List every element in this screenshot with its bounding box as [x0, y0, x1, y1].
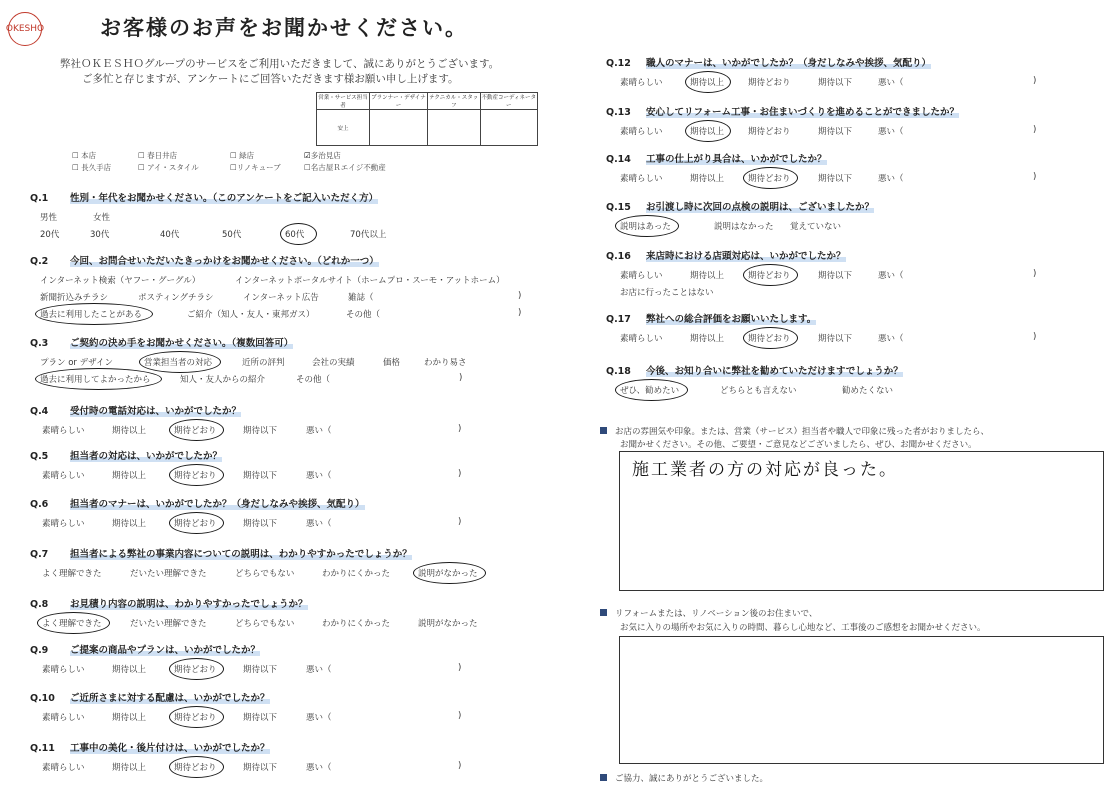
answer-option[interactable]: 素晴らしい — [42, 763, 85, 773]
store-checkbox[interactable]: ☐ 春日井店 — [138, 151, 178, 160]
handwritten-circle-mark — [169, 756, 224, 778]
answer-option[interactable]: 雑誌（ — [348, 293, 374, 303]
answer-option[interactable]: 期待どおり — [748, 174, 791, 184]
answer-option[interactable]: 40代 — [160, 230, 180, 240]
question-16 — [606, 248, 846, 262]
store-checkbox[interactable]: ☐リノキューブ — [230, 163, 281, 172]
question-number: Q.4 — [30, 406, 49, 417]
answer-option[interactable]: 期待どおり — [174, 519, 217, 529]
answer-option[interactable]: よく理解できた — [42, 619, 102, 629]
question-number: Q.11 — [30, 743, 55, 754]
paren-close: ) — [518, 291, 522, 301]
staff-header: 不動産コーディネーター — [480, 93, 537, 110]
question-number: Q.18 — [606, 366, 631, 377]
handwritten-circle-mark — [35, 368, 162, 390]
answer-option[interactable]: 期待以上 — [112, 665, 147, 675]
answer-option[interactable]: わかりにくかった — [322, 569, 391, 579]
answer-option[interactable]: 近所の評判 — [242, 358, 285, 368]
question-9 — [30, 642, 260, 656]
answer-option[interactable]: 期待以下 — [818, 174, 853, 184]
paren-close: ) — [459, 373, 463, 383]
paren-close: ) — [1033, 76, 1037, 86]
answer-option[interactable]: インターネットポータルサイト（ホームプロ・スーモ・アットホーム） — [235, 276, 505, 286]
answer-option[interactable]: お店に行ったことはない — [620, 288, 714, 298]
store-checkbox[interactable]: ☐ アイ・スタイル — [138, 163, 199, 172]
answer-option[interactable]: 価格 — [383, 358, 401, 368]
question-number: Q.7 — [30, 549, 49, 560]
question-number: Q.5 — [30, 451, 49, 462]
answer-option[interactable]: 悪い（ — [306, 426, 332, 436]
question-text: 工事中の美化・後片付けは、いかがでしたか？ — [70, 743, 270, 754]
answer-option[interactable]: 期待どおり — [748, 334, 791, 344]
answer-option[interactable]: 新聞折込みチラシ — [40, 293, 109, 303]
staff-header: 営業・サービス担当者 — [317, 93, 370, 110]
question-number: Q.15 — [606, 202, 631, 213]
answer-option[interactable]: 期待以下 — [818, 271, 853, 281]
answer-option[interactable]: 悪い（ — [878, 271, 904, 281]
company-seal: OKESHO — [8, 12, 42, 46]
answer-option[interactable]: 素晴らしい — [620, 127, 663, 137]
question-1 — [30, 190, 378, 204]
answer-option[interactable]: どちらでもない — [235, 569, 295, 579]
question-text: 今回、お問合せいただいたきっかけをお聞かせください。（どれか一つ） — [70, 256, 379, 267]
question-text: 今後、お知り合いに弊社を勧めていただけますでしょうか？ — [646, 366, 903, 377]
handwritten-circle-mark — [685, 71, 731, 93]
question-8 — [30, 596, 308, 610]
answer-option[interactable]: 期待どおり — [174, 713, 217, 723]
handwritten-circle-mark — [685, 120, 731, 142]
question-text: 担当者による弊社の事業内容についての説明は、わかりやすかったでしょうか？ — [70, 549, 412, 560]
answer-option[interactable]: 期待以上 — [112, 713, 147, 723]
question-number: Q.12 — [606, 58, 631, 69]
answer-option[interactable]: 期待以下 — [243, 763, 278, 773]
answer-option[interactable]: 悪い（ — [878, 174, 904, 184]
question-10 — [30, 690, 270, 704]
answer-option[interactable]: わかりにくかった — [322, 619, 391, 629]
question-text: 来店時における店頭対応は、いかがでしたか？ — [646, 251, 846, 262]
answer-option[interactable]: 説明はあった — [620, 222, 671, 232]
question-number: Q.6 — [30, 499, 49, 510]
answer-option[interactable]: プラン or デザイン — [40, 358, 114, 368]
answer-option[interactable]: 期待どおり — [748, 127, 791, 137]
comment-prompt-2b: お気に入りの場所やお気に入りの時間、暮らし心地など、工事後のご感想をお聞かせください。 — [620, 623, 986, 633]
question-3 — [30, 335, 293, 349]
handwritten-circle-mark — [280, 223, 317, 245]
comment-prompt-2: リフォームまたは、リノベーション後のお住まいで、 — [600, 607, 817, 619]
handwritten-circle-mark — [169, 658, 224, 680]
store-checkbox[interactable]: ☐名古屋Ｒエイジ不動産 — [304, 163, 386, 172]
paren-close: ) — [1033, 269, 1037, 279]
comment-answer-1: 施工業者の方の対応が良った。 — [632, 460, 898, 480]
paren-close: ) — [458, 469, 462, 479]
answer-option[interactable]: 悪い（ — [878, 334, 904, 344]
answer-option[interactable]: 説明がなかった — [418, 569, 478, 579]
answer-option[interactable]: 期待以上 — [112, 471, 147, 481]
store-checkbox[interactable]: ☐ 長久手店 — [72, 163, 112, 172]
answer-option[interactable]: 悪い（ — [306, 471, 332, 481]
answer-option[interactable]: 期待どおり — [174, 665, 217, 675]
answer-option[interactable]: 素晴らしい — [620, 78, 663, 88]
question-6 — [30, 496, 365, 510]
answer-option[interactable]: 覚えていない — [790, 222, 842, 232]
question-2 — [30, 253, 379, 267]
answer-option[interactable]: 期待どおり — [174, 763, 217, 773]
handwritten-circle-mark — [169, 464, 224, 486]
paren-close: ) — [458, 761, 462, 771]
answer-option[interactable]: 素晴らしい — [620, 174, 663, 184]
bullet-square-icon — [600, 774, 607, 781]
answer-option[interactable]: 会社の実績 — [312, 358, 355, 368]
answer-option[interactable]: 悪い（ — [306, 665, 332, 675]
store-checkbox[interactable]: ☐ 緑店 — [230, 151, 255, 160]
question-15 — [606, 199, 874, 213]
question-11 — [30, 740, 270, 754]
answer-option[interactable]: 素晴らしい — [42, 519, 85, 529]
comment-prompt-1b: お聞かせください。その他、ご要望・ご意見などございましたら、ぜひ、お聞かせください。 — [620, 440, 977, 450]
answer-option[interactable]: 期待以下 — [818, 78, 853, 88]
answer-option[interactable]: 期待以下 — [243, 713, 278, 723]
question-text: 担当者の対応は、いかがでしたか？ — [70, 451, 223, 462]
answer-option[interactable]: どちらでもない — [235, 619, 295, 629]
answer-option[interactable]: その他（ — [296, 375, 331, 385]
answer-option[interactable]: 説明はなかった — [714, 222, 774, 232]
answer-option[interactable]: ぜひ、勧めたい — [620, 386, 680, 396]
handwritten-circle-mark — [615, 379, 688, 401]
handwritten-circle-mark — [743, 264, 798, 286]
answer-option[interactable]: 期待どおり — [748, 271, 791, 281]
answer-option[interactable]: 期待どおり — [174, 471, 217, 481]
answer-option[interactable]: 期待以下 — [243, 519, 278, 529]
answer-option[interactable]: 悪い（ — [306, 519, 332, 529]
intro-line-1: 弊社ＯＫＥＳＨＯグループのサービスをご利用いただきまして、誠にありがとうございます。 — [60, 58, 500, 70]
question-7 — [30, 546, 412, 560]
page-title: お客様のお声をお聞かせください。 — [100, 16, 468, 40]
question-text: ご近所さまに対する配慮は、いかがでしたか？ — [70, 693, 270, 704]
answer-option[interactable]: よく理解できた — [42, 569, 102, 579]
answer-option[interactable]: 期待以下 — [243, 426, 278, 436]
paren-close: ) — [458, 711, 462, 721]
answer-option[interactable]: インターネット検索（ヤフー・グーグル） — [40, 276, 201, 286]
question-text: お引渡し時に次回の点検の説明は、ございましたか？ — [646, 202, 875, 213]
answer-option[interactable]: 悪い（ — [306, 713, 332, 723]
answer-option[interactable]: 営業担当者の対応 — [144, 358, 213, 368]
answer-option[interactable]: どちらとも言えない — [720, 386, 797, 396]
answer-option[interactable]: だいたい理解できた — [130, 569, 207, 579]
question-text: ご提案の商品やプランは、いかがでしたか？ — [70, 645, 261, 656]
question-number: Q.14 — [606, 154, 631, 165]
handwritten-circle-mark — [743, 327, 798, 349]
answer-option[interactable]: 素晴らしい — [42, 713, 85, 723]
handwritten-circle-mark — [169, 419, 224, 441]
question-number: Q.8 — [30, 599, 49, 610]
question-12 — [606, 55, 931, 69]
store-checkbox[interactable]: ☐ 本店 — [72, 151, 97, 160]
question-number: Q.10 — [30, 693, 55, 704]
answer-option[interactable]: 素晴らしい — [42, 426, 85, 436]
answer-option[interactable]: 素晴らしい — [620, 334, 663, 344]
question-text: 受付時の電話対応は、いかがでしたか？ — [70, 406, 242, 417]
answer-option[interactable]: 過去に利用してよかったから — [40, 375, 151, 385]
thanks-footer: ご協力、誠にありがとうございました。 — [600, 772, 768, 784]
answer-option[interactable]: 知人・友人からの紹介 — [180, 375, 266, 385]
question-number: Q.3 — [30, 338, 49, 349]
answer-option[interactable]: 50代 — [222, 230, 242, 240]
intro-line-2: ご多忙と存じますが、アンケートにご回答いただきます様お願い申し上げます。 — [82, 73, 459, 85]
answer-option[interactable]: 素晴らしい — [620, 271, 663, 281]
answer-option[interactable]: 期待以上 — [690, 174, 725, 184]
handwritten-circle-mark — [743, 167, 798, 189]
answer-option[interactable]: わかり易さ — [424, 358, 467, 368]
answer-option[interactable]: 期待以上 — [112, 763, 147, 773]
paren-close: ) — [518, 308, 522, 318]
answer-option[interactable]: その他（ — [346, 310, 381, 320]
question-text: 工事の仕上がり具合は、いかがでしたか？ — [646, 154, 827, 165]
question-5 — [30, 448, 222, 462]
answer-option[interactable]: 男性 — [40, 213, 58, 223]
question-text: お見積り内容の説明は、わかりやすかったでしょうか？ — [70, 599, 308, 610]
answer-option[interactable]: 期待以上 — [112, 426, 147, 436]
answer-option[interactable]: 期待以下 — [243, 665, 278, 675]
answer-option[interactable]: だいたい理解できた — [130, 619, 207, 629]
handwritten-circle-mark — [169, 512, 224, 534]
handwritten-circle-mark — [35, 303, 153, 325]
store-checkbox[interactable]: ☑多治見店 — [304, 151, 341, 160]
answer-option[interactable]: 期待以下 — [243, 471, 278, 481]
answer-option[interactable]: 30代 — [90, 230, 110, 240]
staff-planner-field[interactable] — [370, 110, 428, 146]
question-4 — [30, 403, 241, 417]
bullet-square-icon — [600, 427, 607, 434]
question-text: 安心してリフォーム工事・お住まいづくりを進めることができましたか？ — [646, 107, 960, 118]
answer-option[interactable]: 期待どおり — [174, 426, 217, 436]
question-number: Q.9 — [30, 645, 49, 656]
paren-close: ) — [1033, 125, 1037, 135]
answer-option[interactable]: 期待以上 — [690, 271, 725, 281]
paren-close: ) — [458, 663, 462, 673]
handwritten-circle-mark — [139, 351, 221, 373]
question-number: Q.1 — [30, 193, 49, 204]
handwritten-circle-mark — [413, 562, 486, 584]
paren-close: ) — [1033, 332, 1037, 342]
answer-option[interactable]: 60代 — [285, 230, 305, 240]
question-number: Q.2 — [30, 256, 49, 267]
question-text: 職人のマナーは、いかがでしたか？（身だしなみや挨拶、気配り） — [646, 58, 932, 69]
question-text: ご契約の決め手をお聞かせください。（複数回答可） — [70, 338, 294, 349]
answer-option[interactable]: ポスティングチラシ — [138, 293, 214, 303]
answer-option[interactable]: 期待以上 — [690, 78, 725, 88]
answer-option[interactable]: 期待以上 — [112, 519, 147, 529]
answer-option[interactable]: 女性 — [93, 213, 111, 223]
answer-option[interactable]: 素晴らしい — [42, 665, 85, 675]
question-text: 担当者のマナーは、いかがでしたか？（身だしなみや挨拶、気配り） — [70, 499, 365, 510]
handwritten-circle-mark — [37, 612, 110, 634]
staff-sales-field[interactable]: 安上 — [317, 110, 370, 146]
staff-technical-field[interactable] — [427, 110, 480, 146]
answer-option[interactable]: 期待以下 — [818, 334, 853, 344]
answer-option[interactable]: 期待以上 — [690, 127, 725, 137]
store-checklist — [72, 150, 472, 174]
answer-option[interactable]: 勧めたくない — [842, 386, 894, 396]
staff-header: プランナー・デザイナー — [370, 93, 428, 110]
answer-option[interactable]: 70代以上 — [350, 230, 387, 240]
answer-option[interactable]: 過去に利用したことがある — [40, 310, 143, 320]
question-text: 性別・年代をお聞かせください。（このアンケートをご記入いただく方） — [70, 193, 379, 204]
comment-box-2[interactable] — [619, 636, 1104, 764]
answer-option[interactable]: 期待以下 — [818, 127, 853, 137]
answer-option[interactable]: ご紹介（知人・友人・東邦ガス） — [187, 310, 315, 320]
paren-close: ) — [458, 424, 462, 434]
answer-option[interactable]: 悪い（ — [878, 78, 904, 88]
answer-option[interactable]: 素晴らしい — [42, 471, 85, 481]
question-number: Q.16 — [606, 251, 631, 262]
paren-close: ) — [1033, 172, 1037, 182]
question-17 — [606, 311, 816, 325]
answer-option[interactable]: 悪い（ — [878, 127, 904, 137]
answer-option[interactable]: 悪い（ — [306, 763, 332, 773]
answer-option[interactable]: 20代 — [40, 230, 60, 240]
question-14 — [606, 151, 827, 165]
comment-prompt-1: お店の雰囲気や印象。または、営業（サービス）担当者や職人で印象に残った者がおりましたら、 — [600, 425, 989, 437]
staff-realestate-field[interactable] — [480, 110, 537, 146]
handwritten-circle-mark — [169, 706, 224, 728]
bullet-square-icon — [600, 609, 607, 616]
paren-close: ) — [458, 517, 462, 527]
staff-header: テクニカル・スタッフ — [427, 93, 480, 110]
question-13 — [606, 104, 959, 118]
question-18 — [606, 363, 903, 377]
staff-table — [316, 92, 538, 146]
question-number: Q.17 — [606, 314, 631, 325]
answer-option[interactable]: 説明がなかった — [418, 619, 478, 629]
question-number: Q.13 — [606, 107, 631, 118]
answer-option[interactable]: 期待どおり — [748, 78, 791, 88]
answer-option[interactable]: 期待以上 — [690, 334, 725, 344]
handwritten-circle-mark — [615, 215, 679, 237]
answer-option[interactable]: インターネット広告 — [243, 293, 319, 303]
question-text: 弊社への総合評価をお願いいたします。 — [646, 314, 817, 325]
